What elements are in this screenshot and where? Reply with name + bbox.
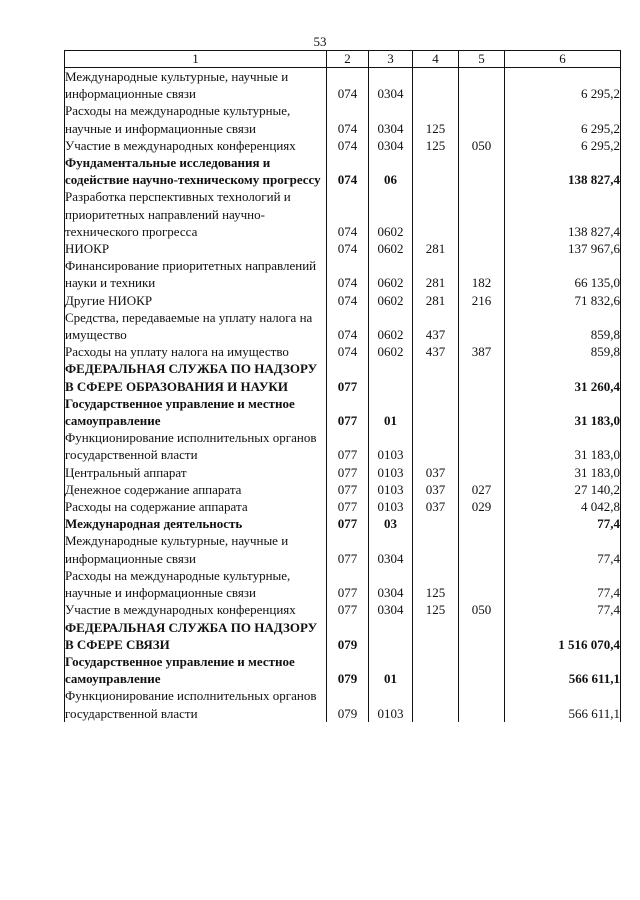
budget-table [64,50,621,722]
row-code-5 [459,515,505,532]
row-code-5: 387 [459,343,505,360]
row-amount: 137 967,6 [505,240,621,257]
table-row [65,464,621,481]
row-code-3 [369,360,413,394]
row-code-5 [459,360,505,394]
row-code-5: 216 [459,292,505,309]
table-row [65,257,621,291]
row-amount: 71 832,6 [505,292,621,309]
column-header-3: 3 [369,51,413,68]
row-amount: 1 516 070,4 [505,619,621,653]
row-amount: 66 135,0 [505,257,621,291]
row-code-5: 050 [459,137,505,154]
column-header-1: 1 [65,51,327,68]
table-row [65,532,621,566]
row-name: НИОКР [65,240,327,257]
table-row [65,481,621,498]
row-code-3: 0304 [369,137,413,154]
row-name: Расходы на международные культурные, научные и информационные связи [65,567,327,601]
row-code-5: 027 [459,481,505,498]
row-code-2: 077 [327,464,369,481]
row-code-4 [413,515,459,532]
row-code-2: 077 [327,515,369,532]
row-amount: 31 183,0 [505,395,621,429]
row-code-2: 074 [327,68,369,103]
row-code-3: 03 [369,515,413,532]
table-row [65,601,621,618]
row-code-3: 01 [369,395,413,429]
row-amount: 77,4 [505,567,621,601]
row-code-5 [459,154,505,188]
table-row [65,343,621,360]
row-code-5 [459,68,505,103]
row-amount: 138 827,4 [505,188,621,240]
row-code-5 [459,532,505,566]
row-code-5 [459,619,505,653]
row-code-4 [413,619,459,653]
row-amount: 859,8 [505,309,621,343]
row-code-2: 074 [327,257,369,291]
row-code-3: 0103 [369,687,413,721]
row-name: Разработка перспективных технологий и приоритетных направлений научно-технического прогресса [65,188,327,240]
row-code-3: 0602 [369,240,413,257]
row-code-3: 06 [369,154,413,188]
row-code-2: 074 [327,292,369,309]
row-code-2: 074 [327,137,369,154]
row-code-2: 074 [327,309,369,343]
row-code-2: 077 [327,567,369,601]
row-code-2: 077 [327,429,369,463]
row-code-3: 0103 [369,464,413,481]
table-row [65,102,621,136]
column-header-4: 4 [413,51,459,68]
table-row [65,360,621,394]
table-row [65,653,621,687]
row-code-2: 077 [327,498,369,515]
table-row [65,395,621,429]
row-name: ФЕДЕРАЛЬНАЯ СЛУЖБА ПО НАДЗОРУ В СФЕРЕ СВЯЗИ [65,619,327,653]
row-amount: 77,4 [505,532,621,566]
table-row [65,687,621,721]
row-code-5 [459,395,505,429]
row-code-4 [413,532,459,566]
row-code-4 [413,653,459,687]
row-code-3: 0602 [369,257,413,291]
row-code-5: 182 [459,257,505,291]
row-code-4: 037 [413,464,459,481]
row-code-3: 0602 [369,343,413,360]
row-name: ФЕДЕРАЛЬНАЯ СЛУЖБА ПО НАДЗОРУ В СФЕРЕ ОБРАЗОВАНИЯ И НАУКИ [65,360,327,394]
row-code-2: 077 [327,481,369,498]
row-code-4 [413,429,459,463]
column-header-6: 6 [505,51,621,68]
table-row [65,137,621,154]
table-row [65,498,621,515]
row-code-2: 074 [327,102,369,136]
row-code-2: 077 [327,601,369,618]
row-code-2: 077 [327,360,369,394]
row-amount: 31 183,0 [505,429,621,463]
row-code-3: 0103 [369,429,413,463]
table-row [65,567,621,601]
row-name: Денежное содержание аппарата [65,481,327,498]
row-name: Средства, передаваемые на уплату налога на имущество [65,309,327,343]
column-header-row [65,51,621,68]
row-code-4: 125 [413,102,459,136]
row-code-4: 281 [413,292,459,309]
row-amount: 6 295,2 [505,102,621,136]
table-row [65,429,621,463]
row-name: Функционирование исполнительных органов государственной власти [65,687,327,721]
row-code-3 [369,619,413,653]
row-code-5: 029 [459,498,505,515]
row-name: Расходы на содержание аппарата [65,498,327,515]
row-code-2: 074 [327,188,369,240]
row-name: Финансирование приоритетных направлений науки и техники [65,257,327,291]
row-code-5: 050 [459,601,505,618]
row-code-4: 437 [413,343,459,360]
table-body [65,68,621,722]
row-code-2: 079 [327,619,369,653]
row-amount: 566 611,1 [505,653,621,687]
row-amount: 859,8 [505,343,621,360]
row-code-3: 0304 [369,102,413,136]
row-code-2: 074 [327,154,369,188]
row-name: Государственное управление и местное самоуправление [65,653,327,687]
page-number: 53 [313,34,327,49]
table-row [65,154,621,188]
row-code-4: 281 [413,257,459,291]
row-code-2: 074 [327,240,369,257]
table-row [65,515,621,532]
row-code-5 [459,653,505,687]
row-code-4: 281 [413,240,459,257]
row-code-3: 0304 [369,532,413,566]
row-code-2: 079 [327,653,369,687]
table-row [65,619,621,653]
row-code-3: 0602 [369,309,413,343]
row-name: Функционирование исполнительных органов государственной власти [65,429,327,463]
table-row [65,68,621,103]
row-code-4 [413,188,459,240]
row-name: Расходы на уплату налога на имущество [65,343,327,360]
row-code-4 [413,687,459,721]
row-amount: 77,4 [505,601,621,618]
row-code-5 [459,567,505,601]
row-amount: 138 827,4 [505,154,621,188]
row-code-4: 437 [413,309,459,343]
row-code-4 [413,68,459,103]
row-code-4: 037 [413,498,459,515]
row-name: Международные культурные, научные и информационные связи [65,532,327,566]
row-name: Расходы на международные культурные, научные и информационные связи [65,102,327,136]
table-row [65,309,621,343]
row-code-3: 0304 [369,567,413,601]
row-amount: 77,4 [505,515,621,532]
row-amount: 27 140,2 [505,481,621,498]
row-code-3: 01 [369,653,413,687]
row-code-4: 037 [413,481,459,498]
row-code-4: 125 [413,601,459,618]
row-code-5 [459,188,505,240]
row-code-5 [459,687,505,721]
row-code-3: 0304 [369,601,413,618]
column-header-2: 2 [327,51,369,68]
row-code-5 [459,240,505,257]
row-code-3: 0602 [369,188,413,240]
row-code-2: 077 [327,395,369,429]
row-amount: 6 295,2 [505,68,621,103]
row-amount: 4 042,8 [505,498,621,515]
row-code-5 [459,429,505,463]
row-name: Международная деятельность [65,515,327,532]
row-code-4 [413,360,459,394]
row-name: Международные культурные, научные и информационные связи [65,68,327,103]
table-row [65,240,621,257]
row-name: Участие в международных конференциях [65,601,327,618]
row-code-5 [459,464,505,481]
row-name: Государственное управление и местное самоуправление [65,395,327,429]
row-code-3: 0304 [369,68,413,103]
row-name: Участие в международных конференциях [65,137,327,154]
row-code-3: 0602 [369,292,413,309]
row-code-4 [413,154,459,188]
row-code-3: 0103 [369,481,413,498]
table-row [65,292,621,309]
row-code-2: 077 [327,532,369,566]
row-amount: 566 611,1 [505,687,621,721]
row-amount: 6 295,2 [505,137,621,154]
row-name: Центральный аппарат [65,464,327,481]
row-name: Другие НИОКР [65,292,327,309]
row-code-5 [459,102,505,136]
row-code-3: 0103 [369,498,413,515]
row-code-4 [413,395,459,429]
row-name: Фундаментальные исследования и содействие научно-техническому прогрессу [65,154,327,188]
column-header-5: 5 [459,51,505,68]
row-amount: 31 183,0 [505,464,621,481]
row-amount: 31 260,4 [505,360,621,394]
row-code-4: 125 [413,567,459,601]
table-row [65,188,621,240]
row-code-2: 074 [327,343,369,360]
row-code-4: 125 [413,137,459,154]
row-code-5 [459,309,505,343]
row-code-2: 079 [327,687,369,721]
